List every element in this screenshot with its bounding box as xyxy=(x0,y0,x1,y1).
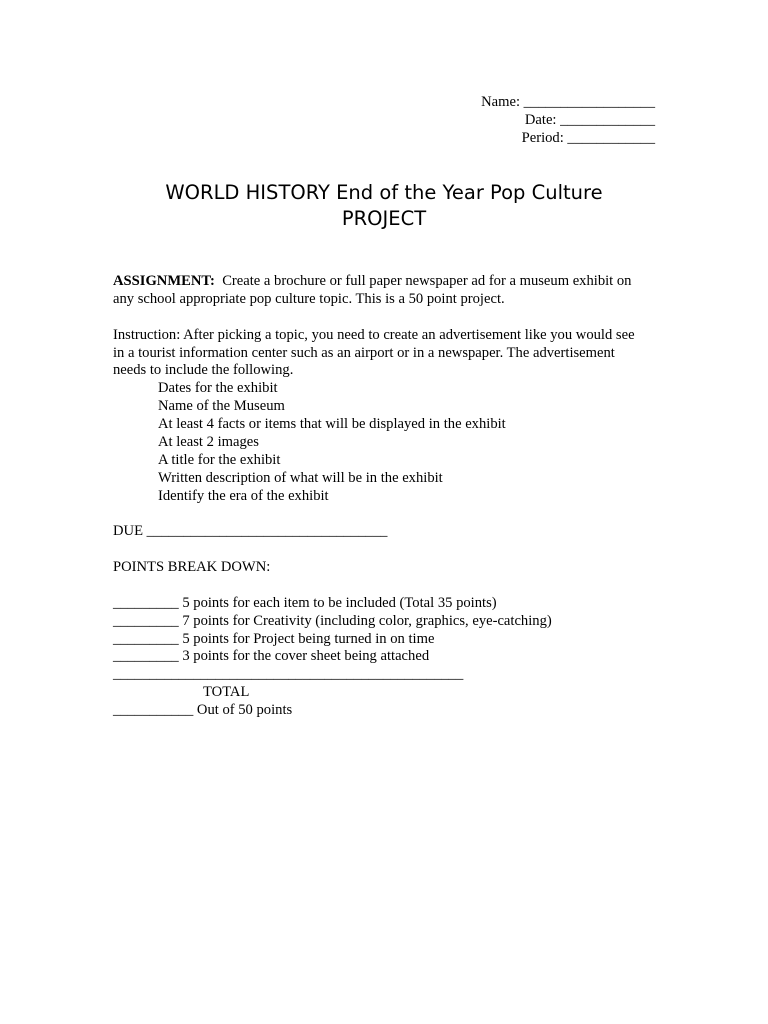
total-score-line: ___________ Out of 50 points xyxy=(113,702,293,718)
due-date-line: DUE _________________________________ xyxy=(113,523,388,539)
requirement-item: Name of the Museum xyxy=(158,398,285,414)
assignment-text-1: Create a brochure or full paper newspaper ad for a museum exhibit on xyxy=(214,273,632,289)
points-row: _________ 3 points for the cover sheet being attached xyxy=(113,648,430,664)
assignment-label: ASSIGNMENT: xyxy=(113,273,215,289)
total-label: TOTAL xyxy=(203,684,250,700)
instruction-line-3: needs to include the following. xyxy=(113,362,294,378)
requirement-item: Written description of what will be in the exhibit xyxy=(158,470,443,486)
requirement-item: Dates for the exhibit xyxy=(158,380,278,396)
requirement-item: At least 2 images xyxy=(158,434,259,450)
points-row: _________ 5 points for each item to be included (Total 35 points) xyxy=(113,595,497,611)
instruction-line-2: in a tourist information center such as an airport or in a newspaper. The advertisement xyxy=(113,345,615,361)
points-row: _________ 7 points for Creativity (including color, graphics, eye-catching) xyxy=(113,613,552,629)
name-field-line: Name: __________________ xyxy=(481,94,655,110)
date-field-line: Date: _____________ xyxy=(524,112,655,128)
period-field-line: Period: ____________ xyxy=(521,130,655,146)
assignment-line-1 xyxy=(113,272,631,290)
points-row: _________ 5 points for Project being turned in on time xyxy=(113,631,435,647)
requirement-item: A title for the exhibit xyxy=(158,452,281,468)
points-heading: POINTS BREAK DOWN: xyxy=(113,559,271,575)
page-title-line-1: WORLD HISTORY End of the Year Pop Culture xyxy=(165,181,603,204)
total-separator: ________________________________________________ xyxy=(113,666,464,682)
instruction-line-1: Instruction: After picking a topic, you need to create an advertisement like you would see xyxy=(113,327,635,343)
page-title-line-2: PROJECT xyxy=(341,207,427,230)
requirement-item: Identify the era of the exhibit xyxy=(158,488,329,504)
assignment-line-2: any school appropriate pop culture topic. This is a 50 point project. xyxy=(113,291,505,307)
requirement-item: At least 4 facts or items that will be displayed in the exhibit xyxy=(158,416,506,432)
